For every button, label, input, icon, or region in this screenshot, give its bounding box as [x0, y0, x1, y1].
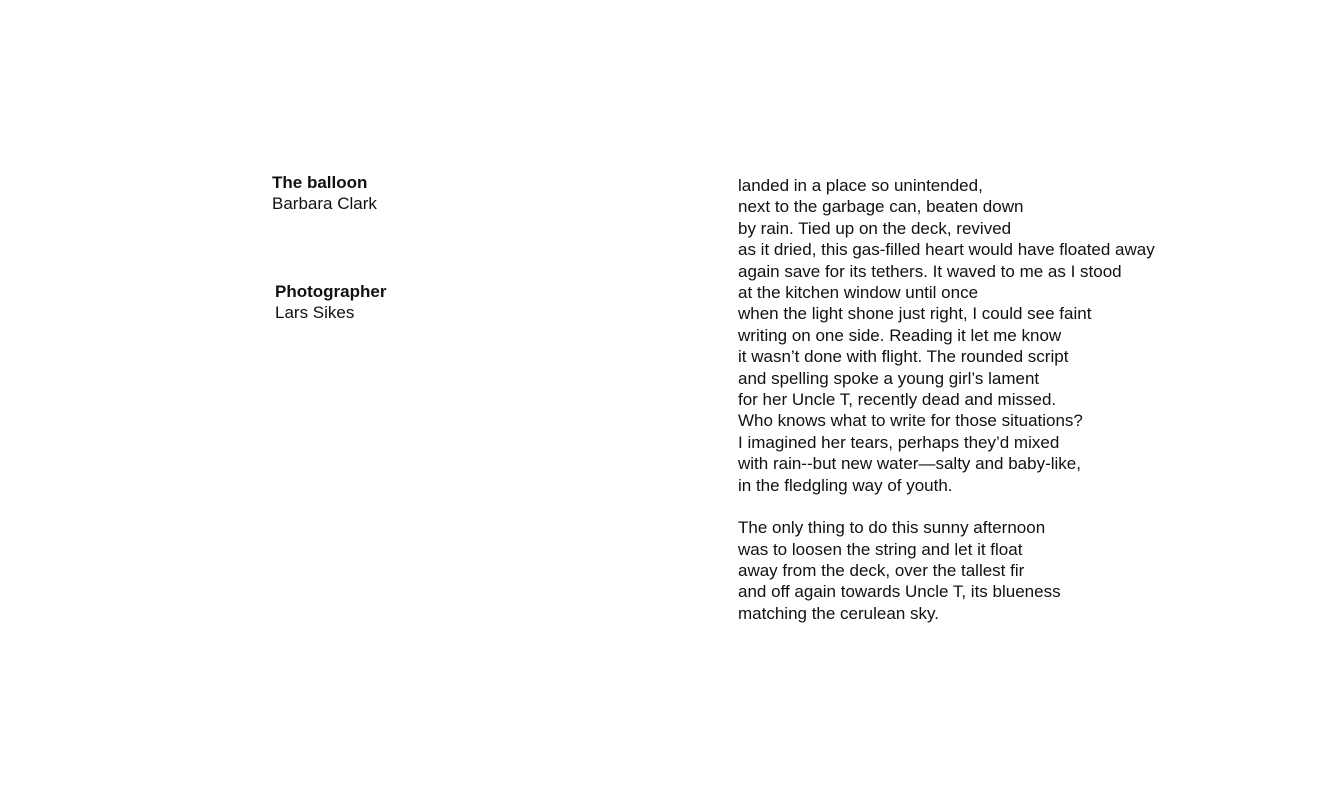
- photographer-heading: Photographer: [275, 282, 387, 301]
- poem-line: was to loosen the string and let it float: [738, 539, 1023, 559]
- poem-line: next to the garbage can, beaten down: [738, 197, 1024, 217]
- poem-title: The balloon: [272, 173, 368, 192]
- photo-credit: [275, 281, 386, 323]
- poem-line: again save for its tethers. It waved to me as I stood: [738, 261, 1122, 281]
- poem-line: when the light shone just right, I could see faint: [738, 304, 1092, 324]
- poem-line: Who knows what to write for those situations?: [738, 411, 1083, 431]
- poem-line: in the fledgling way of youth.: [738, 475, 953, 495]
- poem-line: writing on one side. Reading it let me know: [738, 325, 1062, 345]
- poem-credit: [272, 172, 377, 214]
- stanza-2: [738, 517, 1298, 624]
- photographer-name: Lars Sikes: [275, 303, 355, 322]
- poem-line: it wasn’t done with flight. The rounded script: [738, 347, 1069, 367]
- poem-line: I imagined her tears, perhaps they’d mixed: [738, 432, 1060, 452]
- poem-line: at the kitchen window until once: [738, 283, 979, 303]
- stanza-1: [738, 175, 1298, 496]
- poem-line: landed in a place so unintended,: [738, 176, 983, 195]
- poem-line: by rain. Tied up on the deck, revived: [738, 218, 1012, 238]
- poem-line: away from the deck, over the tallest fir: [738, 560, 1025, 580]
- poem-line: The only thing to do this sunny afternoon: [738, 518, 1046, 538]
- poem-line: and off again towards Uncle T, its blueness: [738, 582, 1061, 602]
- poem-line: and spelling spoke a young girl’s lament: [738, 368, 1040, 388]
- poem-line: matching the cerulean sky.: [738, 603, 939, 623]
- poem-line: for her Uncle T, recently dead and missed.: [738, 390, 1057, 410]
- poem-body: [738, 175, 1298, 624]
- poem-author: Barbara Clark: [272, 194, 377, 213]
- poem-line: as it dried, this gas-filled heart would have floated away: [738, 240, 1155, 260]
- poem-line: with rain--but new water—salty and baby-like,: [738, 454, 1081, 474]
